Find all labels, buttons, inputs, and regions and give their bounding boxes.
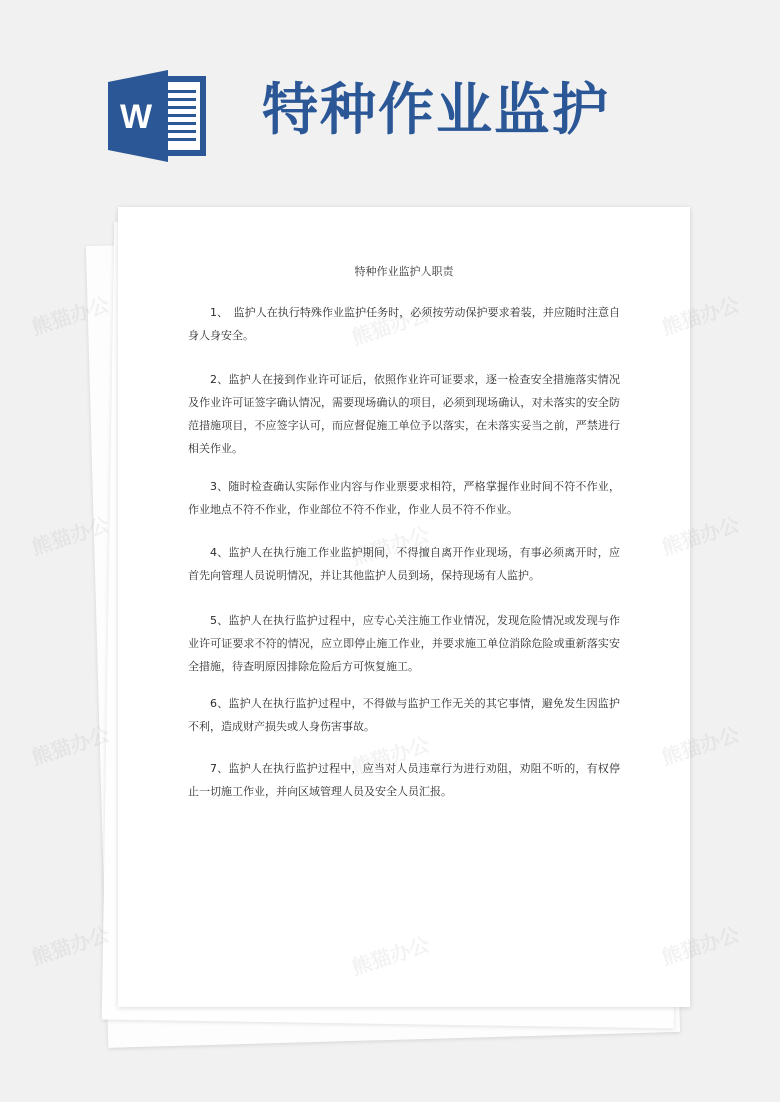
paragraph-5: 5、监护人在执行监护过程中，应专心关注施工作业情况，发现危险情况或发现与作业许可证要求不符的情况，应立即停止施工作业，并要求施工单位消除危险或重新落实安全措施，待查明原因排除危险后方可恢复施工。 bbox=[188, 614, 620, 673]
paragraph-1: 1、 监护人在执行特殊作业监护任务时，必须按劳动保护要求着装，并应随时注意自身人身安全。 bbox=[188, 306, 620, 342]
watermark: 熊猫办公 bbox=[28, 512, 113, 560]
paragraph-2: 2、监护人在接到作业许可证后，依照作业许可证要求，逐一检查安全措施落实情况及作业许可证签字确认情况，需要现场确认的项目，必须到现场确认，对未落实的安全防范措施项目，不应签字认可，而应督促施工单位予以落实，在未落实妥当之前，严禁进行相关作业。 bbox=[188, 373, 620, 455]
paragraph-7: 7、监护人在执行监护过程中，应当对人员违章行为进行劝阻，劝阻不听的，有权停止一切施工作业，并向区域管理人员及安全人员汇报。 bbox=[188, 762, 620, 798]
paragraph-6: 6、监护人在执行监护过程中，不得做与监护工作无关的其它事情，避免发生因监护不利，造成财产损失或人身伤害事故。 bbox=[188, 697, 620, 733]
watermark: 熊猫办公 bbox=[28, 722, 113, 770]
watermark: 熊猫办公 bbox=[658, 512, 743, 560]
word-icon bbox=[108, 70, 208, 162]
watermark: 熊猫办公 bbox=[28, 292, 113, 340]
watermark: 熊猫办公 bbox=[658, 722, 743, 770]
document-title: 特种作业监护人职责 bbox=[354, 265, 454, 278]
watermark: 熊猫办公 bbox=[658, 922, 743, 970]
svg-text:W: W bbox=[119, 98, 153, 136]
watermark: 熊猫办公 bbox=[658, 292, 743, 340]
paragraph-4: 4、监护人在执行施工作业监护期间，不得擅自离开作业现场，有事必须离开时，应首先向管理人员说明情况，并让其他监护人员到场，保持现场有人监护。 bbox=[188, 546, 620, 582]
document-page bbox=[118, 207, 690, 1007]
watermark: 熊猫办公 bbox=[28, 922, 113, 970]
page-title: 特种作业监护 bbox=[262, 78, 610, 143]
paragraph-3: 3、随时检查确认实际作业内容与作业票要求相符，严格掌握作业时间不符不作业，作业地点不符不作业，作业部位不符不作业，作业人员不符不作业。 bbox=[188, 480, 620, 516]
